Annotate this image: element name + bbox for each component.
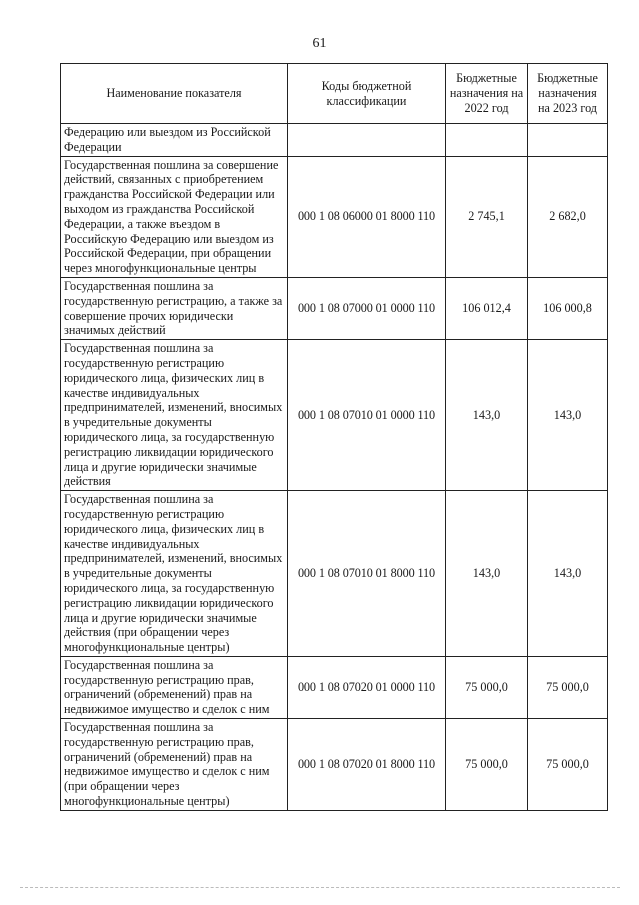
row-code: 000 1 08 07010 01 0000 110 (288, 340, 446, 491)
row-name: Государственная пошлина за государственную регистрацию прав, ограничений (обременений) прав на недвижимое имущество и сделок с ним (61, 656, 288, 718)
row-name: Государственная пошлина за государственную регистрацию юридического лица, физических лиц в качестве индивидуальных предпринимателей, изменений, вносимых в учредительные документы юридического лица, за государственную регистрацию ликвидации юридического лица и другие юридически значимые действия (61, 340, 288, 491)
table-row (61, 656, 608, 718)
row-2023: 75 000,0 (528, 719, 608, 811)
header-2022: Бюджетные назначения на 2022 год (446, 64, 528, 124)
row-code: 000 1 08 06000 01 8000 110 (288, 156, 446, 277)
row-code: 000 1 08 07000 01 0000 110 (288, 277, 446, 339)
table-header (61, 64, 608, 124)
row-2023: 143,0 (528, 340, 608, 491)
table-row (61, 491, 608, 657)
table-row (61, 340, 608, 491)
table-row (61, 156, 608, 277)
row-2023: 2 682,0 (528, 156, 608, 277)
row-code: 000 1 08 07010 01 8000 110 (288, 491, 446, 657)
row-2023: 106 000,8 (528, 277, 608, 339)
header-2023: Бюджетные назначения на 2023 год (528, 64, 608, 124)
row-code (288, 124, 446, 157)
row-2023: 143,0 (528, 491, 608, 657)
row-name: Государственная пошлина за государственную регистрацию юридического лица, физических лиц в качестве индивидуальных предпринимателей, изменений, вносимых в учредительные документы юридического лица, за государственную регистрацию ликвидации юридического лица и другие юридически значимые действия (при обращении через многофункциональные центры) (61, 491, 288, 657)
row-name: Государственная пошлина за совершение действий, связанных с приобретением гражданства Российской Федерации или выходом из гражданства Российской Федерации, а также въездом в Российскую Федерацию или выездом из Российской Федерации, при обращении через многофункциональные центры (61, 156, 288, 277)
row-name: Государственная пошлина за государственную регистрацию прав, ограничений (обременений) прав на недвижимое имущество и сделок с ним (при обращении через многофункциональные центры) (61, 719, 288, 811)
row-2023 (528, 124, 608, 157)
table-row (61, 719, 608, 811)
row-2022: 143,0 (446, 491, 528, 657)
row-code: 000 1 08 07020 01 8000 110 (288, 719, 446, 811)
row-2023: 75 000,0 (528, 656, 608, 718)
budget-table (60, 63, 608, 811)
row-2022: 75 000,0 (446, 656, 528, 718)
row-2022: 75 000,0 (446, 719, 528, 811)
row-2022: 106 012,4 (446, 277, 528, 339)
row-name: Федерацию или выездом из Российской Федерации (61, 124, 288, 157)
row-2022: 2 745,1 (446, 156, 528, 277)
row-2022: 143,0 (446, 340, 528, 491)
table-row (61, 124, 608, 157)
page-number: 61 (312, 36, 327, 51)
row-code: 000 1 08 07020 01 0000 110 (288, 656, 446, 718)
header-code: Коды бюджетной классификации (288, 64, 446, 124)
table-body (61, 124, 608, 811)
table-row (61, 277, 608, 339)
header-row (61, 64, 608, 124)
row-2022 (446, 124, 528, 157)
scan-edge-line (20, 887, 620, 888)
row-name: Государственная пошлина за государственную регистрацию, а также за совершение прочих юридически значимых действий (61, 277, 288, 339)
header-name: Наименование показателя (61, 64, 288, 124)
